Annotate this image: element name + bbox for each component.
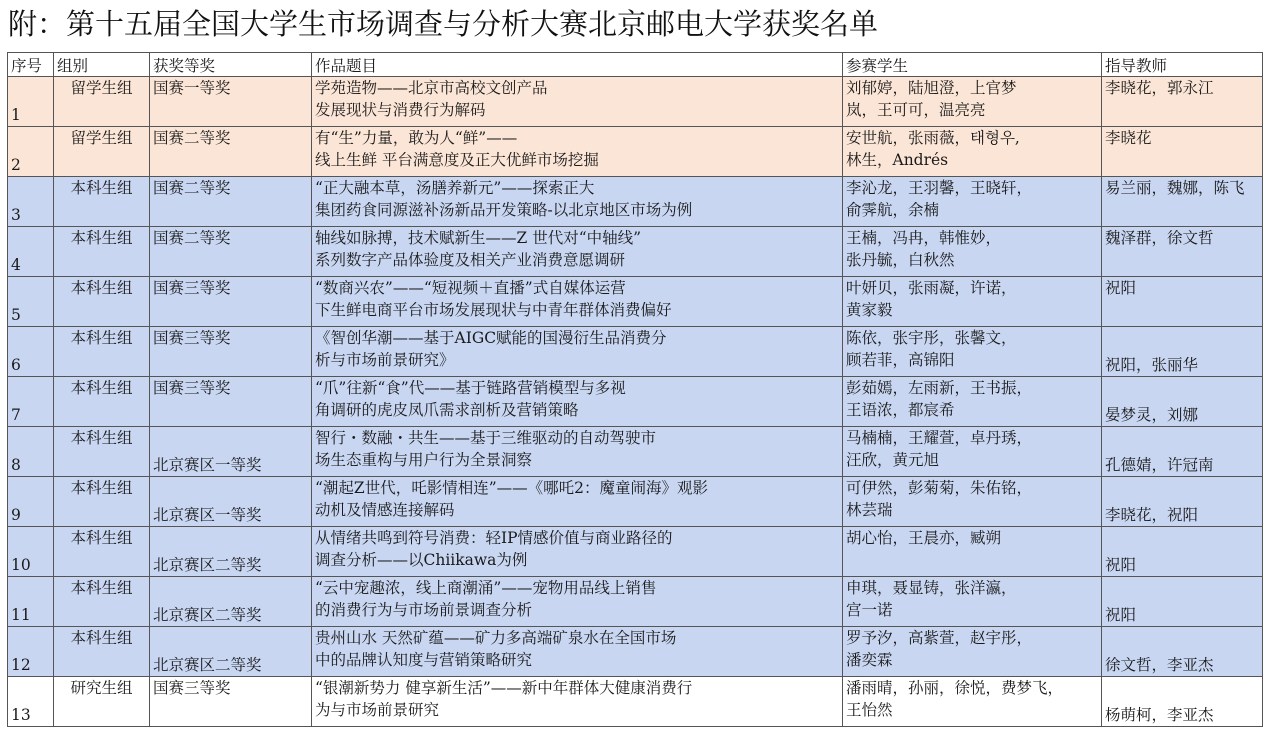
row-serial-number: 4 [11,256,21,274]
row-award-level: 国赛二等奖 [153,129,231,147]
row-work-title-cell [312,627,843,677]
row-work-title-line: “爪”往新“食”代——基于链路营销模型与多视 [315,379,626,397]
row-award-level: 国赛三等奖 [153,279,231,297]
row-serial-number: 11 [11,606,31,624]
row-advisors: 李晓花，祝阳 [1105,506,1199,524]
row-work-title-line: 线上生鲜 平台满意度及正大优鲜市场挖掘 [315,151,599,169]
row-group-cell [54,227,150,277]
row-students-line: 宫一诺 [846,601,893,619]
row-students-cell [843,427,1102,477]
row-award-level: 北京赛区二等奖 [153,556,262,574]
table-row [8,627,1263,677]
row-students-line: 汪欣，黄元旭 [846,451,940,469]
row-award-cell [150,177,312,227]
row-award-level: 北京赛区一等奖 [153,456,262,474]
row-work-title-line: 动机及情感连接解码 [315,501,455,519]
row-award-level: 国赛二等奖 [153,229,231,247]
row-serial-number: 10 [11,556,31,574]
row-award-cell [150,427,312,477]
row-serial-number-cell [8,477,54,527]
row-advisors: 徐文哲，李亚杰 [1105,656,1214,674]
table-row [8,477,1263,527]
row-work-title-cell [312,427,843,477]
row-advisors-cell [1102,177,1263,227]
row-students-line: 黄家毅 [846,301,893,319]
row-award-cell [150,277,312,327]
row-group: 本科生组 [70,229,133,247]
table-row [8,77,1263,127]
row-students-line: 胡心怡，王晨亦，臧朔 [846,529,1002,547]
row-group-cell [54,677,150,727]
row-work-title-line: 中的品牌认知度与营销策略研究 [315,651,533,669]
row-serial-number: 12 [11,656,31,674]
row-students-line: 潘雨晴，孙丽，徐悦，费梦飞， [846,679,1064,697]
row-award-level: 国赛三等奖 [153,379,231,397]
row-group: 本科生组 [70,529,133,547]
row-group-cell [54,127,150,177]
row-advisors-cell [1102,227,1263,277]
row-advisors-cell [1102,427,1263,477]
row-group: 留学生组 [70,79,133,97]
row-advisors: 孔德婧，许冠南 [1105,456,1214,474]
row-advisors: 祝阳 [1105,556,1137,574]
row-work-title-line: 学苑造物——北京市高校文创产品 [315,79,548,97]
row-advisors: 魏泽群，徐文哲 [1105,229,1214,247]
row-advisors: 李晓花 [1105,129,1152,147]
row-work-title-cell [312,77,843,127]
award-list-table [7,52,1263,727]
row-serial-number-cell [8,427,54,477]
row-award-cell [150,77,312,127]
row-students-line: 可伊然，彭菊菊，朱佑铭， [846,479,1033,497]
row-work-title-line: “正大融本草，汤膳养新元”——探索正大 [315,179,595,197]
row-students-cell [843,577,1102,627]
row-serial-number-cell [8,627,54,677]
row-serial-number: 5 [11,306,21,324]
row-students-line: 林生，Andrés [846,151,949,169]
table-row [8,127,1263,177]
row-serial-number-cell [8,177,54,227]
row-advisors: 晏梦灵，刘娜 [1105,406,1199,424]
table-row [8,327,1263,377]
row-group: 本科生组 [70,279,133,297]
row-students-line: 顾若菲，高锦阳 [846,351,955,369]
row-group: 本科生组 [70,629,133,647]
row-work-title-line: “银潮新势力 健享新生活”——新中年群体大健康消费行 [315,679,693,697]
row-serial-number: 6 [11,356,21,374]
row-award-cell [150,677,312,727]
row-group: 本科生组 [70,179,133,197]
row-work-title-line: 发展现状与消费行为解码 [315,101,486,119]
row-advisors-cell [1102,127,1263,177]
row-students-cell [843,477,1102,527]
row-students-line: 岚，王可可，温亮亮 [846,101,986,119]
row-award-cell [150,377,312,427]
row-work-title-cell [312,477,843,527]
row-work-title-line: 集团药食同源滋补汤新品开发策略-以北京地区市场为例 [315,201,693,219]
document-title: 附：第十五届全国大学生市场调查与分析大赛北京邮电大学获奖名单 [8,7,879,41]
row-students-cell [843,177,1102,227]
row-students-cell [843,277,1102,327]
row-group: 本科生组 [70,379,133,397]
row-advisors-cell [1102,327,1263,377]
row-students-line: 林芸瑞 [846,501,893,519]
row-award-level: 北京赛区二等奖 [153,656,262,674]
table-row [8,427,1263,477]
row-students-line: 王语浓，都宸希 [846,401,955,419]
row-work-title-line: “云中宠趣浓，线上商潮涌”——宠物用品线上销售 [315,579,657,597]
row-students-cell [843,677,1102,727]
row-students-line: 潘奕霖 [846,651,893,669]
row-students-line: 叶妍贝，张雨凝，许诺， [846,279,1017,297]
row-serial-number-cell [8,77,54,127]
header-group: 组别 [54,53,150,77]
row-group-cell [54,627,150,677]
row-serial-number-cell [8,277,54,327]
row-group: 本科生组 [70,579,133,597]
row-students-cell [843,77,1102,127]
row-group-cell [54,527,150,577]
table-body [8,77,1263,727]
row-work-title-line: 《智创华潮——基于AIGC赋能的国漫衍生品消费分 [315,329,667,347]
row-work-title-cell [312,377,843,427]
row-work-title-line: 的消费行为与市场前景调查分析 [315,601,533,619]
row-students-line: 陈依，张宇彤，张馨文， [846,329,1017,347]
table-row [8,277,1263,327]
row-work-title-line: 为与市场前景研究 [315,701,440,719]
row-award-cell [150,527,312,577]
row-group-cell [54,177,150,227]
row-work-title-line: 贵州山水 天然矿蕴——矿力多高端矿泉水在全国市场 [315,629,677,647]
row-group-cell [54,477,150,527]
row-work-title-line: “数商兴农”——“短视频＋直播”式自媒体运营 [315,279,626,297]
row-advisors: 祝阳 [1105,606,1137,624]
table-row [8,577,1263,627]
row-students-line: 罗予汐，高紫萱，赵宇彤， [846,629,1033,647]
row-work-title-line: 有“生”力量，敢为人“鲜”—— [315,129,518,147]
header-serial-number: 序号 [8,53,54,77]
row-students-cell [843,327,1102,377]
row-students-cell [843,377,1102,427]
row-advisors-cell [1102,577,1263,627]
row-group-cell [54,427,150,477]
table-row [8,677,1263,727]
row-students-line: 安世航，张雨薇，태형우, [846,129,1020,147]
row-work-title-cell [312,327,843,377]
row-advisors-cell [1102,77,1263,127]
row-students-line: 张丹毓，白秋然 [846,251,955,269]
row-advisors-cell [1102,527,1263,577]
row-serial-number-cell [8,327,54,377]
row-work-title-line: 场生态重构与用户行为全景洞察 [315,451,533,469]
row-serial-number: 1 [11,106,21,124]
row-group: 留学生组 [70,129,133,147]
row-group: 本科生组 [70,329,133,347]
row-serial-number: 3 [11,206,21,224]
row-award-level: 北京赛区二等奖 [153,606,262,624]
row-work-title-line: 从情绪共鸣到符号消费：轻IP情感价值与商业路径的 [315,529,673,547]
row-work-title-cell [312,277,843,327]
row-serial-number: 9 [11,506,21,524]
row-students-line: 李沁龙，王羽馨，王晓轩， [846,179,1033,197]
row-advisors: 李晓花，郭永江 [1105,79,1214,97]
row-group: 本科生组 [70,479,133,497]
row-serial-number-cell [8,677,54,727]
row-students-line: 马楠楠，王耀萱，卓丹琇， [846,429,1033,447]
row-students-line: 王怡然 [846,701,893,719]
row-serial-number: 13 [11,706,31,724]
table-row [8,227,1263,277]
row-advisors-cell [1102,627,1263,677]
table-row [8,527,1263,577]
row-serial-number: 7 [11,406,21,424]
row-award-cell [150,127,312,177]
row-students-line: 俞霁航，余楠 [846,201,940,219]
row-award-cell [150,627,312,677]
row-serial-number-cell [8,127,54,177]
table-row [8,377,1263,427]
row-award-cell [150,577,312,627]
row-students-cell [843,527,1102,577]
row-work-title-line: 调查分析——以Chiikawa为例 [315,551,528,569]
row-advisors-cell [1102,377,1263,427]
row-work-title-cell [312,177,843,227]
row-students-cell [843,127,1102,177]
row-students-line: 刘郁婷，陆旭澄，上官梦 [846,79,1017,97]
row-award-level: 国赛二等奖 [153,179,231,197]
row-work-title-line: 轴线如脉搏，技术赋新生——Z 世代对“中轴线” [315,229,642,247]
row-group-cell [54,77,150,127]
row-students-line: 彭茹嫣，左雨新，王书振， [846,379,1033,397]
header-award-level: 获奖等奖 [150,53,312,77]
row-students-line: 王楠，冯冉，韩惟妙， [846,229,1002,247]
row-work-title-line: 智行・数融・共生——基于三维驱动的自动驾驶市 [315,429,657,447]
row-work-title-cell [312,677,843,727]
row-award-cell [150,327,312,377]
row-group: 研究生组 [70,679,133,697]
row-advisors-cell [1102,277,1263,327]
row-award-cell [150,477,312,527]
row-advisors: 杨萌柯，李亚杰 [1105,706,1214,724]
row-serial-number-cell [8,527,54,577]
row-advisors: 祝阳 [1105,279,1137,297]
row-group: 本科生组 [70,429,133,447]
header-students: 参赛学生 [843,53,1102,77]
row-advisors-cell [1102,477,1263,527]
row-work-title-line: 角调研的虎皮凤爪需求剖析及营销策略 [315,401,579,419]
row-award-level: 国赛三等奖 [153,329,231,347]
row-serial-number-cell [8,377,54,427]
row-students-cell [843,627,1102,677]
row-work-title-line: “潮起Z世代，吒影情相连”——《哪吒2：魔童闹海》观影 [315,479,708,497]
row-award-cell [150,227,312,277]
row-award-level: 北京赛区一等奖 [153,506,262,524]
row-students-cell [843,227,1102,277]
row-award-level: 国赛三等奖 [153,679,231,697]
table-header-row [8,53,1263,77]
row-group-cell [54,577,150,627]
header-advisors: 指导教师 [1102,53,1263,77]
row-advisors: 易兰丽，魏娜，陈飞 [1105,179,1245,197]
row-work-title-line: 系列数字产品体验度及相关产业消费意愿调研 [315,251,626,269]
row-serial-number: 8 [11,456,21,474]
row-work-title-line: 下生鲜电商平台市场发展现状与中青年群体消费偏好 [315,301,672,319]
header-work-title: 作品题目 [312,53,843,77]
row-serial-number-cell [8,227,54,277]
row-advisors: 祝阳，张丽华 [1105,356,1199,374]
row-students-line: 申琪，聂显铸，张洋瀛， [846,579,1017,597]
row-work-title-cell [312,527,843,577]
row-group-cell [54,327,150,377]
row-work-title-cell [312,227,843,277]
table-row [8,177,1263,227]
row-work-title-line: 析与市场前景研究》 [315,351,455,369]
row-work-title-cell [312,127,843,177]
row-group-cell [54,377,150,427]
row-group-cell [54,277,150,327]
row-work-title-cell [312,577,843,627]
row-serial-number: 2 [11,156,21,174]
row-serial-number-cell [8,577,54,627]
row-advisors-cell [1102,677,1263,727]
row-award-level: 国赛一等奖 [153,79,231,97]
